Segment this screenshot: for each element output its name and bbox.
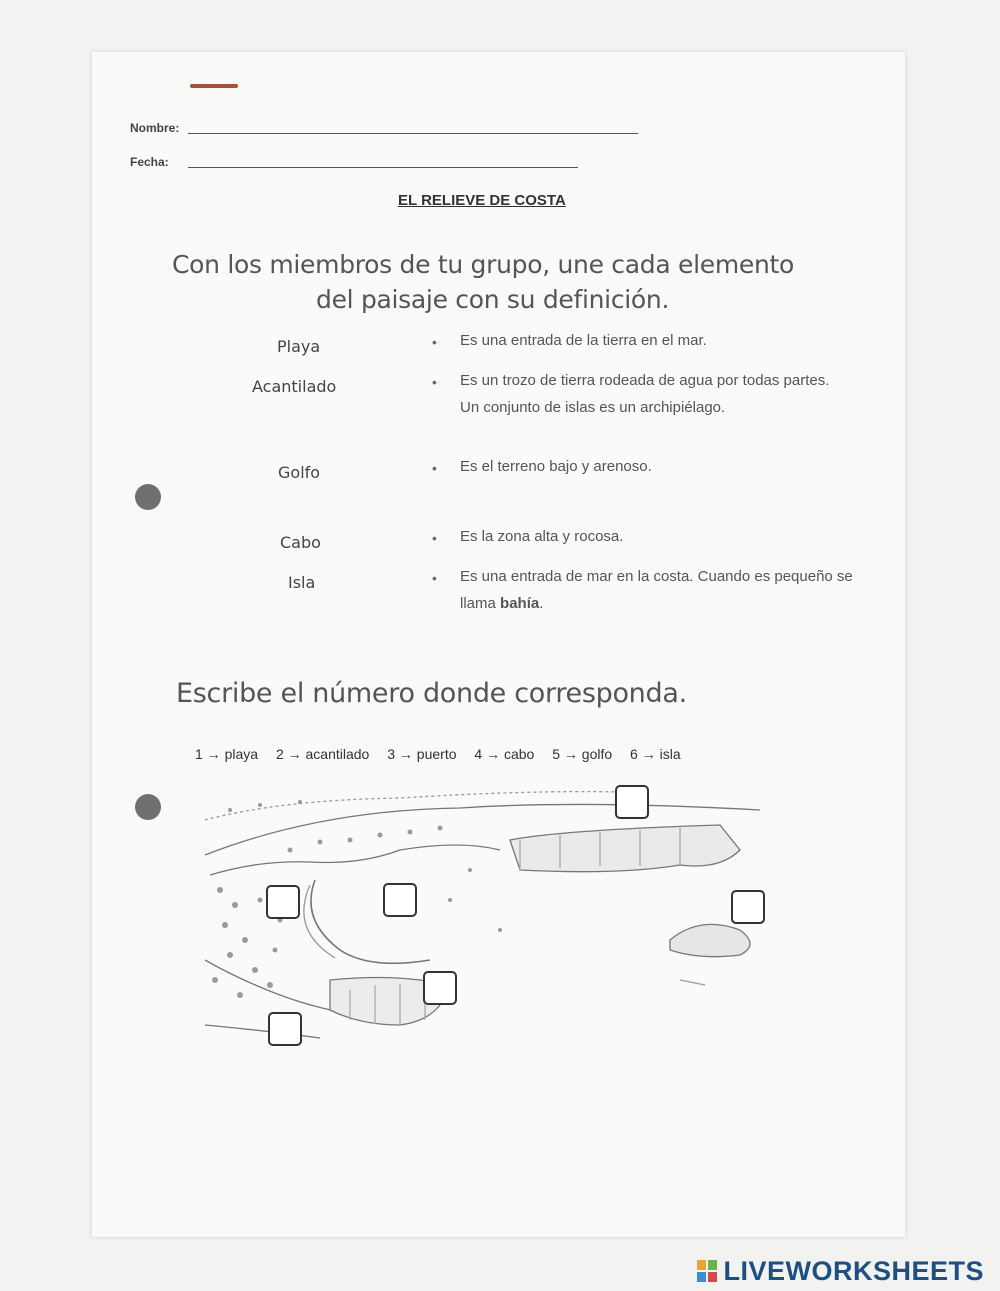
legend-item-2: 2 → acantilado (275, 746, 370, 762)
binder-hole-bottom (135, 794, 161, 820)
legend-item-5: 5 → golfo (552, 746, 613, 762)
definition-3[interactable]: Es el terreno bajo y arenoso. (460, 458, 652, 475)
liveworksheets-logo-icon (697, 1260, 717, 1282)
answer-box-left[interactable] (266, 885, 300, 919)
answer-box-island[interactable] (731, 890, 765, 924)
answer-box-cliff-top[interactable] (615, 785, 649, 819)
answer-box-cape[interactable] (423, 971, 457, 1005)
date-field[interactable] (130, 155, 169, 169)
term-playa[interactable]: Playa (277, 337, 321, 356)
legend-item-3: 3 → puerto (387, 746, 457, 762)
definition-2[interactable]: Es un trozo de tierra rodeada de agua por todas partes. Un conjunto de islas es un archipiélago. (460, 372, 830, 416)
name-line (188, 133, 638, 134)
bullet-3: • (432, 460, 437, 476)
term-golfo[interactable]: Golfo (278, 463, 321, 482)
definition-5-end: . (539, 595, 544, 612)
term-isla[interactable]: Isla (288, 573, 316, 592)
instruction-2: Escribe el número donde corresponda. (176, 678, 687, 709)
liveworksheets-brand[interactable]: LIVEWORKSHEETS (723, 1256, 984, 1286)
instruction-1-line-1: Con los miembros de tu grupo, une cada elemento (172, 250, 794, 279)
bullet-5: • (432, 570, 437, 586)
legend-item-1: 1 → playa (195, 746, 259, 762)
answer-box-beach[interactable] (268, 1012, 302, 1046)
definition-4[interactable]: Es la zona alta y rocosa. (460, 528, 624, 545)
legend-item-4: 4 → cabo (474, 746, 535, 762)
definition-1[interactable]: Es una entrada de la tierra en el mar. (460, 332, 707, 349)
number-legend (195, 746, 695, 762)
bullet-4: • (432, 530, 437, 546)
bullet-1: • (432, 334, 437, 350)
term-acantilado[interactable]: Acantilado (252, 377, 337, 396)
red-pen-mark (190, 84, 238, 88)
name-field[interactable] (130, 121, 179, 135)
bullet-2: • (432, 374, 437, 390)
date-line (188, 167, 578, 168)
definition-5-text: Es una entrada de mar en la costa. Cuando es pequeño se llama (460, 568, 853, 612)
name-label: Nombre: (130, 121, 180, 135)
binder-hole-top (135, 484, 161, 510)
answer-box-bay[interactable] (383, 883, 417, 917)
definition-5-bold: bahía (500, 595, 540, 612)
instruction-1-line-2: del paisaje con su definición. (316, 285, 670, 314)
worksheet-page (92, 52, 905, 1237)
legend-item-6: 6 → isla (630, 746, 681, 762)
date-label: Fecha: (130, 155, 169, 169)
term-cabo[interactable]: Cabo (280, 533, 321, 552)
definition-5[interactable] (460, 563, 855, 617)
worksheet-title: EL RELIEVE DE COSTA (398, 192, 566, 209)
